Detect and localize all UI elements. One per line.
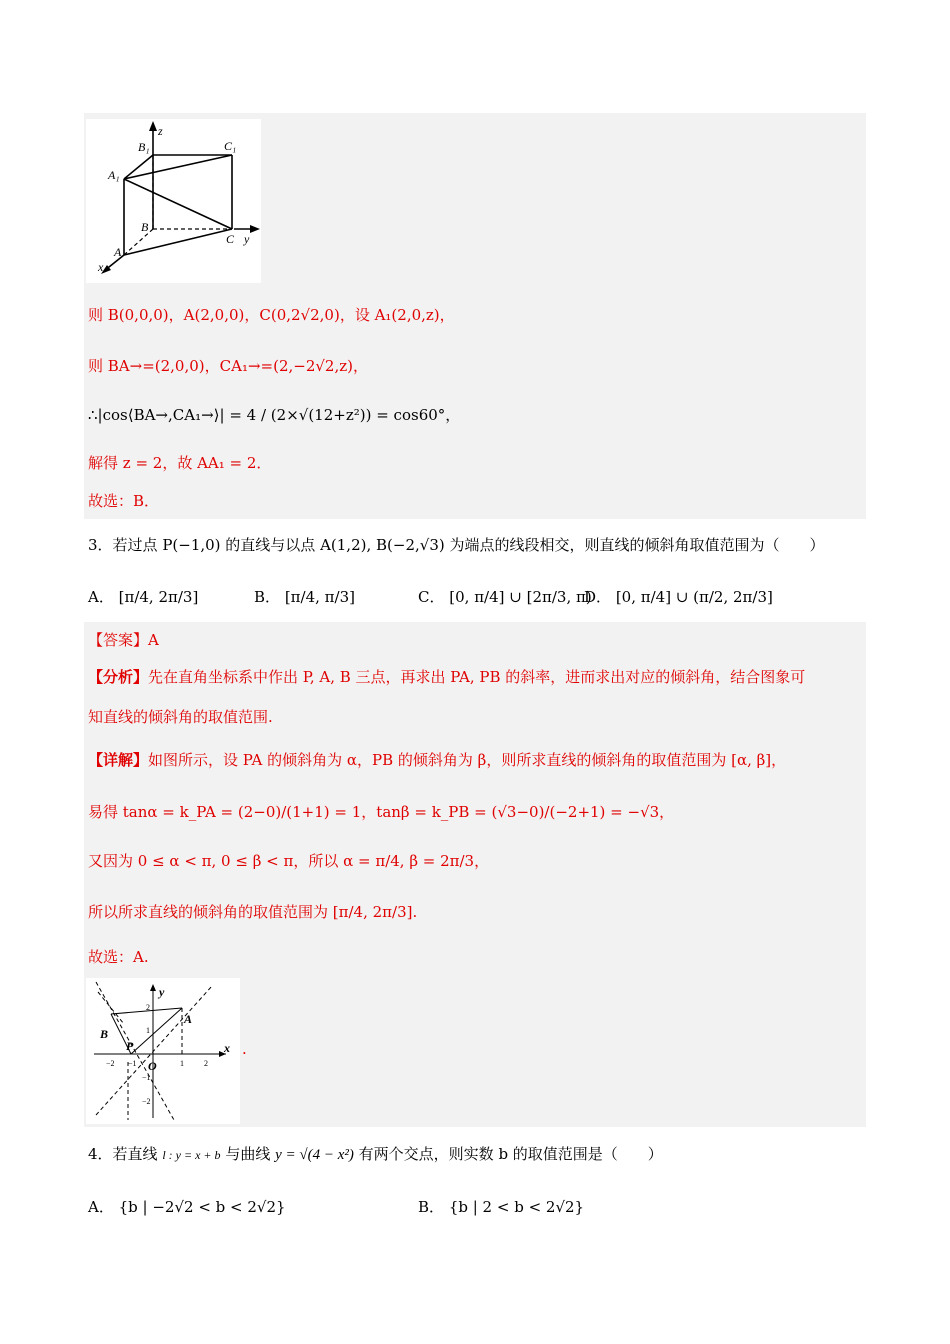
q3-detail-line2: 易得 tanα = k_PA = (2−0)/(1+1) = 1，tanβ = k_PB = (√3−0)/(−2+1) = −√3，	[88, 803, 675, 821]
q3-analysis-line1: 【分析】先在直角坐标系中作出 P, A, B 三点，再求出 PA, PB 的斜率，进而求出对应的倾斜角，结合图象可	[88, 668, 806, 686]
q4-number: 4．	[88, 1145, 113, 1163]
q3-detail-line4: 所以所求直线的倾斜角的取值范围为 [π/4, 2π/3].	[88, 903, 418, 921]
choice-line: 故选：B．	[88, 492, 160, 510]
q4-line-eq: l : y = x + b	[162, 1148, 221, 1162]
label-x: x	[98, 260, 104, 274]
q3-detail-line1: 【详解】如图所示，设 PA 的倾斜角为 α，PB 的倾斜角为 β，则所求直线的倾斜角的取值范围为 [α, β]，	[88, 751, 787, 769]
label-a: A	[114, 245, 122, 259]
q4-stem: 4．若直线 l : y = x + b 与曲线 y = √(4 − x²) 有两个交点，则实数 b 的取值范围是（ ）	[88, 1145, 663, 1163]
analysis-tag: 【分析】	[88, 668, 149, 686]
svg-text:−1: −1	[142, 1073, 151, 1082]
q3-option-a-text: [π/4, 2π/3]	[118, 588, 199, 606]
solve-line: 解得 z = 2，故 AA₁ = 2．	[88, 454, 272, 472]
svg-text:2: 2	[204, 1059, 208, 1068]
label-a1: A₁	[108, 168, 120, 182]
q3-answer: 【答案】A	[88, 631, 159, 649]
q3-stem	[88, 534, 824, 556]
q3-analysis-line2: 知直线的倾斜角的取值范围.	[88, 708, 273, 726]
q3-option-a[interactable]: A． [π/4, 2π/3]	[88, 588, 199, 606]
q4-option-b-text: {b | 2 < b < 2√2}	[448, 1198, 585, 1216]
q4-option-b[interactable]: B． {b | 2 < b < 2√2}	[418, 1198, 585, 1216]
detail-tag: 【详解】	[88, 751, 149, 769]
q4-option-a[interactable]: A． {b | −2√2 < b < 2√2}	[88, 1198, 286, 1216]
figure2-period: .	[242, 1040, 247, 1058]
fig2-label-o: O	[148, 1059, 157, 1073]
q3-option-c[interactable]: C． [0, π/4] ∪ [2π/3, π)	[418, 588, 592, 606]
slope-figure	[86, 978, 240, 1124]
q3-option-d-text: [0, π/4] ∪ (π/2, 2π/3]	[615, 588, 773, 606]
fig2-label-a: A	[184, 1012, 193, 1026]
svg-text:2: 2	[146, 1003, 150, 1012]
svg-text:1: 1	[180, 1059, 184, 1068]
svg-text:1: 1	[146, 1026, 150, 1035]
q3-option-b[interactable]: B． [π/4, π/3]	[254, 588, 355, 606]
q3-stem-text: 若过点 P(−1,0) 的直线与以点 A(1,2), B(−2,√3) 为端点的线段相交，则直线的倾斜角取值范围为（ ）	[112, 536, 825, 554]
q4-curve-eq: y = √(4 − x²)	[275, 1147, 354, 1163]
q3-option-d[interactable]: D． [0, π/4] ∪ (π/2, 2π/3]	[584, 588, 773, 606]
svg-text:−2: −2	[106, 1059, 115, 1068]
vectors-line: 则 BA→=(2,0,0)，CA₁→=(2,−2√2,z)，	[88, 357, 368, 375]
prism-figure	[86, 119, 261, 283]
q4-option-a-text: {b | −2√2 < b < 2√2}	[118, 1198, 286, 1216]
q3-choice: 故选：A.	[88, 948, 149, 966]
q3-number: 3．	[88, 536, 113, 554]
label-y: y	[244, 232, 250, 246]
coords-line: 则 B(0,0,0)，A(2,0,0)，C(0,2√2,0)，设 A₁(2,0,z)，	[88, 306, 455, 324]
q3-option-c-text: [0, π/4] ∪ [2π/3, π)	[449, 588, 592, 606]
svg-text:−1: −1	[128, 1059, 137, 1068]
cos-line: ∴|cos⟨BA→,CA₁→⟩| = 4 / (2×√(12+z²)) = cos60°，	[88, 406, 461, 424]
fig2-label-x: x	[224, 1041, 230, 1055]
q3-option-b-text: [π/4, π/3]	[284, 588, 355, 606]
label-b: B	[141, 220, 149, 234]
q3-detail-line3: 又因为 0 ≤ α < π, 0 ≤ β < π，所以 α = π/4, β = 2π/3，	[88, 852, 490, 870]
fig2-label-p: P	[126, 1039, 134, 1053]
svg-text:−2: −2	[142, 1097, 151, 1106]
label-c: C	[226, 232, 235, 246]
label-z: z	[158, 124, 163, 138]
fig2-label-y: y	[159, 985, 165, 999]
fig2-label-b: B	[100, 1027, 109, 1041]
label-b1: B₁	[138, 140, 150, 154]
label-c1: C₁	[224, 139, 237, 153]
